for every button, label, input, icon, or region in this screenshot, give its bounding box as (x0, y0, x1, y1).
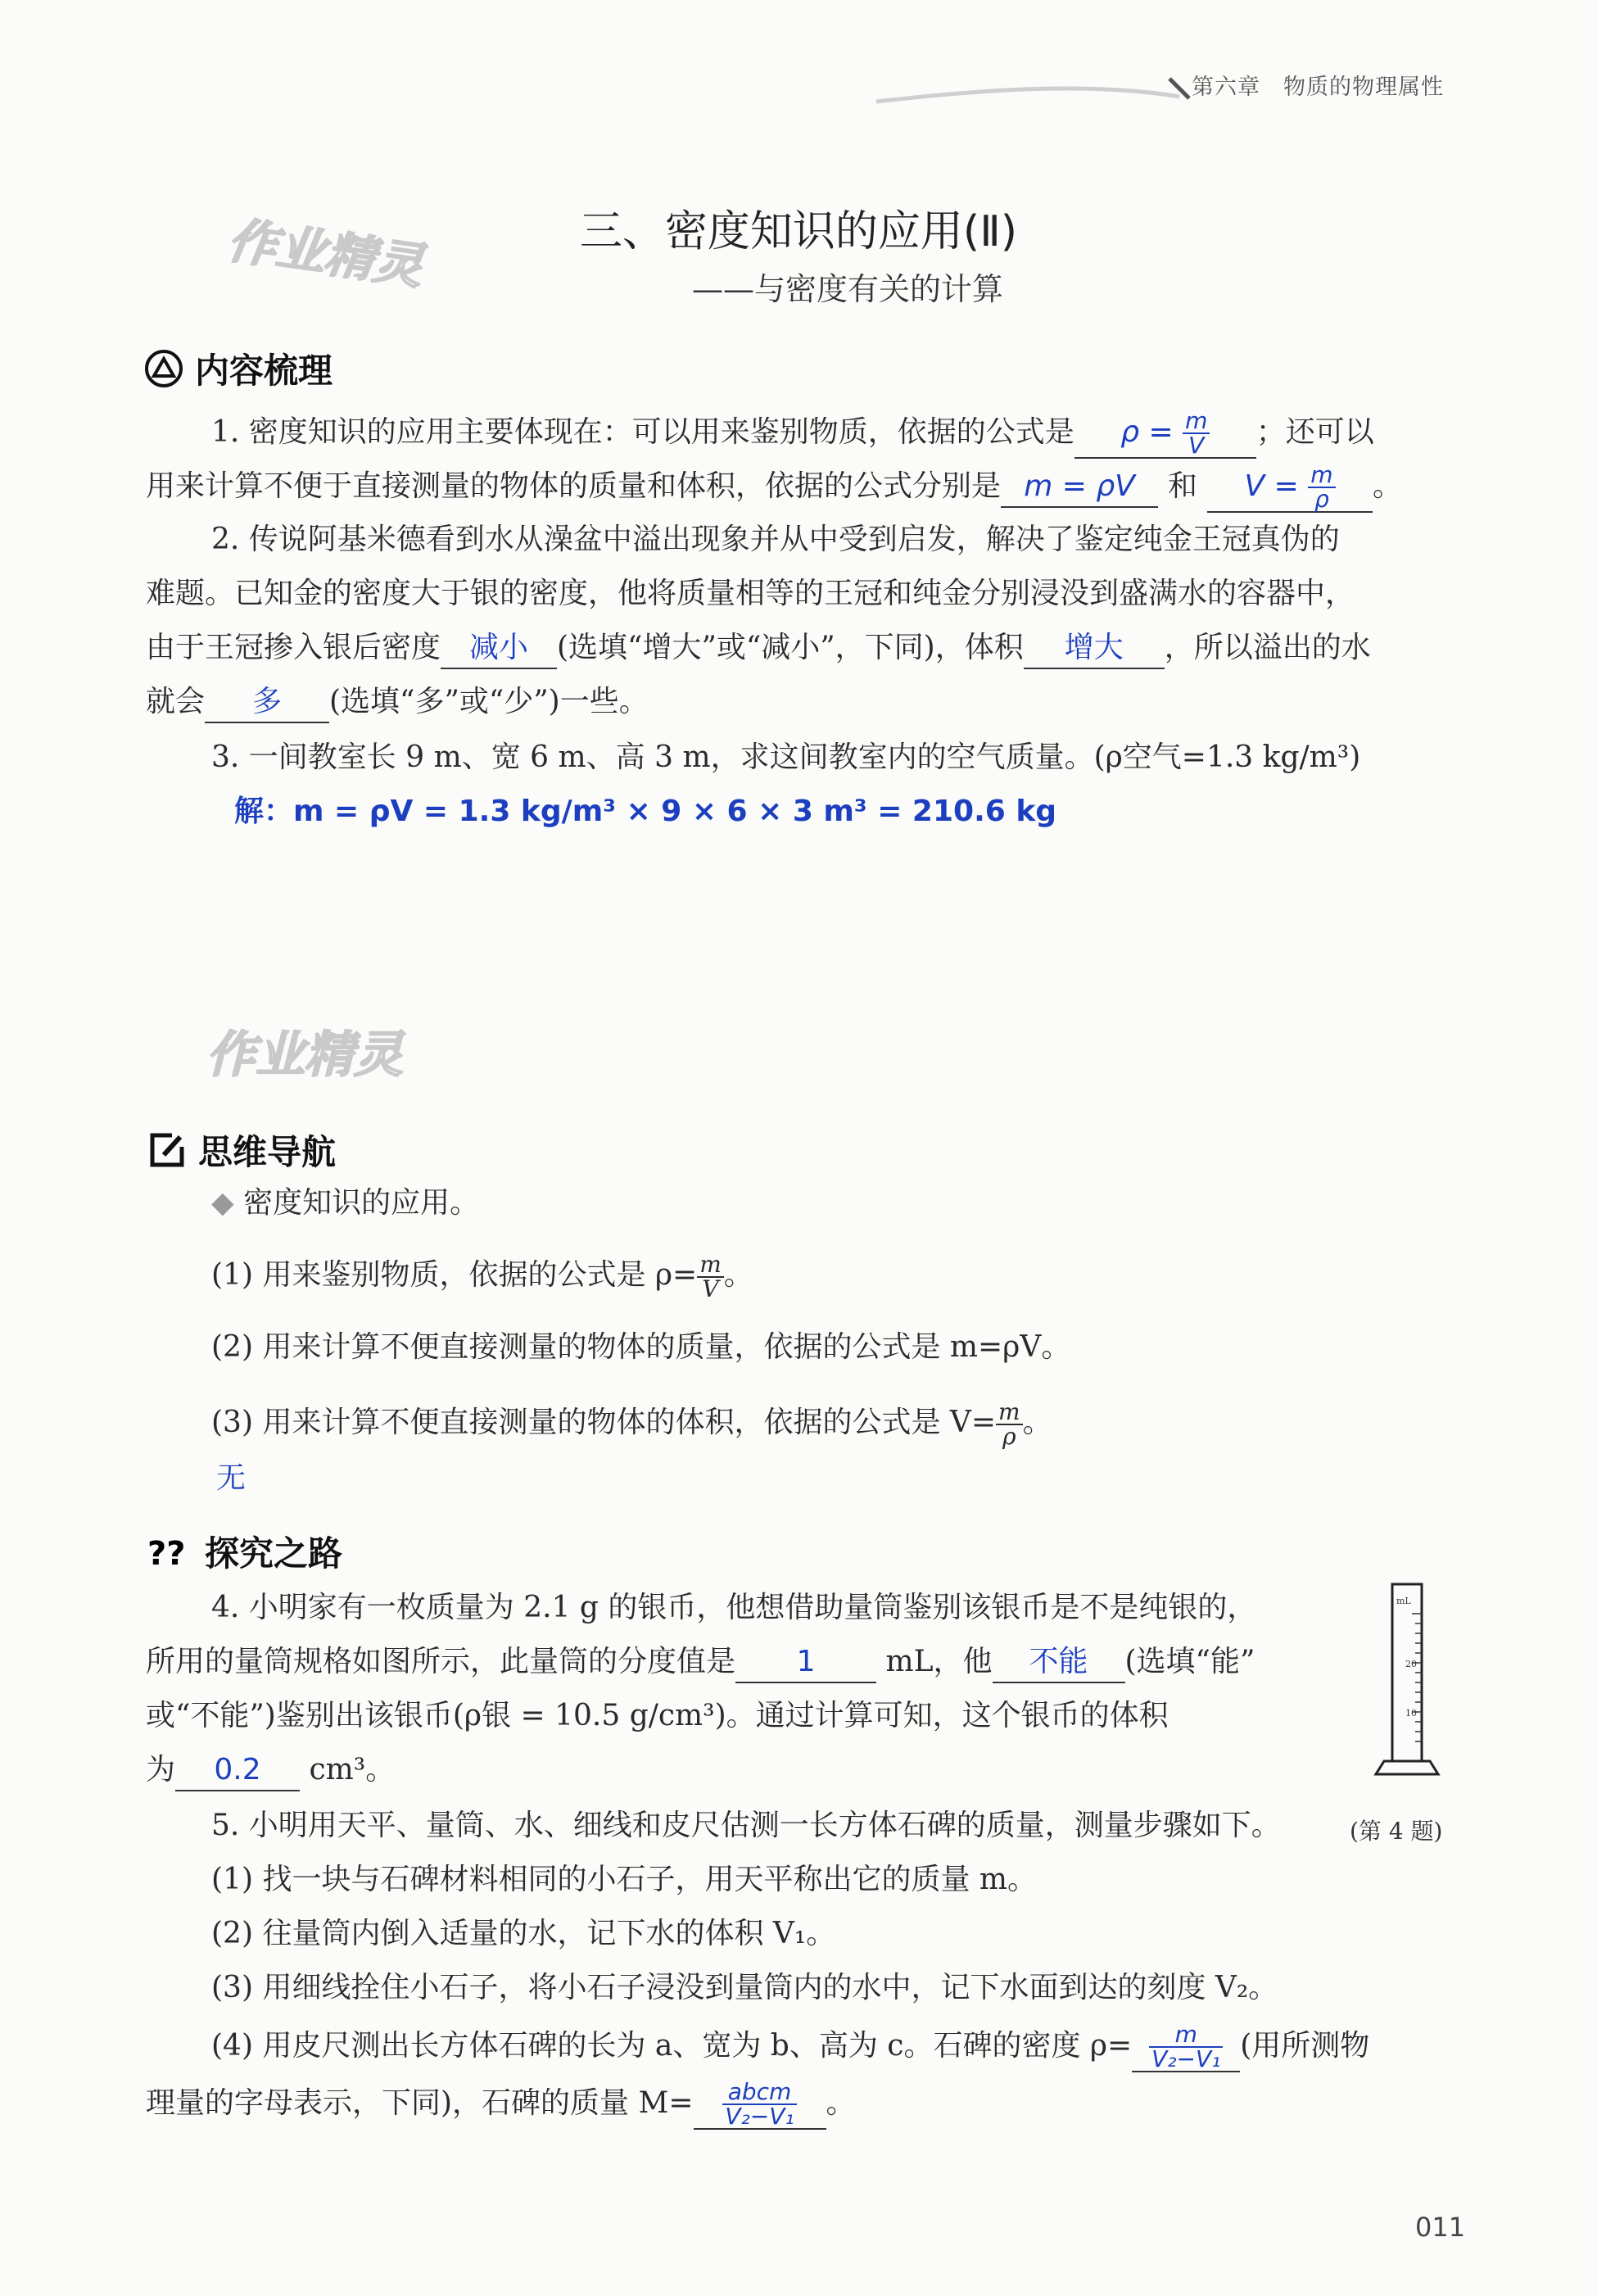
section-thinking (147, 1125, 336, 1175)
q1-line2: 用来计算不便于直接测量的物体的质量和体积，依据的公式分别是 m = ρV 和 V = $\frac{m}{\rho}$ 。 (146, 461, 1403, 513)
header-swoosh (868, 64, 1196, 113)
q5-line1: 5. 小明用天平、量筒、水、细线和皮尺估测一长方体石碑的质量，测量步骤如下。 (211, 1809, 1281, 1842)
question-marks-icon (147, 1532, 193, 1571)
thinking-item-1: (1) 用来鉴别物质，依据的公式是 ρ= $\frac{m}{V}$ 。 (211, 1251, 753, 1302)
q4-line2: 所用的量筒规格如图所示，此量筒的分度值是 1 mL，他 不能 (选填“能” (146, 1643, 1255, 1683)
q5-answer-1: $\frac{m}{\text{V₂−V₁}}$ (1132, 2023, 1240, 2072)
q3-answer: 解：m = ρV = 1.3 kg/m³ × 9 × 6 × 3 m³ = 210.6 kg (234, 795, 1057, 828)
cylinder-unit: mL (1396, 1596, 1411, 1606)
graduated-cylinder (1359, 1581, 1450, 1786)
q1-answer-2: m = ρV (1001, 468, 1158, 508)
q4-line4: 为 0.2 cm³。 (146, 1751, 395, 1791)
triangle-icon (144, 349, 183, 388)
q1-answer-1: ρ = $\frac{m}{V}$ (1074, 410, 1256, 459)
thinking-answer: 无 (216, 1461, 247, 1495)
section-explore (147, 1527, 342, 1576)
q2-answer-1: 减小 (441, 629, 557, 669)
q3-question: 3. 一间教室长 9 m、宽 6 m、高 3 m，求这间教室内的空气质量。(ρ空气=1.3 kg/m³) (211, 740, 1361, 774)
q5-answer-2: $\frac{\text{abcm}}{\text{V₂−V₁}}$ (694, 2081, 826, 2130)
section-explore-title: 探究之路 (205, 1533, 343, 1574)
q4-answer-1: 1 (735, 1643, 876, 1683)
watermark-2: 作业精灵 (206, 1026, 403, 1084)
q5-step-3: (3) 用细线拴住小石子，将小石子浸没到量筒内的水中，记下水面到达的刻度 V₂。 (211, 1971, 1278, 2004)
q1-line1: 1. 密度知识的应用主要体现在：可以用来鉴别物质，依据的公式是 ρ = $\frac{m}{V}$ ；还可以 (211, 407, 1374, 459)
thinking-item-2: (2) 用来计算不便直接测量的物体的质量，依据的公式是 m=ρV。 (211, 1330, 1071, 1364)
diamond-icon: ◆ (211, 1186, 234, 1220)
q5-step-1: (1) 找一块与石碑材料相同的小石子，用天平称出它的质量 m。 (211, 1863, 1038, 1896)
q5-step-2: (2) 往量筒内倒入适量的水，记下水的体积 V₁。 (211, 1917, 836, 1950)
page-number: 011 (1415, 2212, 1466, 2243)
q4-line3: 或“不能”)鉴别出该银币(ρ银 = 10.5 g/cm³)。通过计算可知，这个银币的体积 (146, 1699, 1169, 1732)
q2-line2: 难题。已知金的密度大于银的密度，他将质量相等的王冠和纯金分别浸没到盛满水的容器中， (146, 577, 1355, 610)
section-thinking-title: 思维导航 (198, 1132, 337, 1172)
page-title: 三、密度知识的应用(Ⅱ) (579, 207, 1018, 256)
q4-answer-3: 0.2 (175, 1751, 300, 1791)
q4-line1: 4. 小明家有一枚质量为 2.1 g 的银币，他想借助量筒鉴别该银币是不是纯银的， (211, 1591, 1257, 1624)
thinking-head: ◆ 密度知识的应用。 (211, 1186, 480, 1220)
watermark: 作业精灵 (224, 211, 428, 297)
q5-step-5: 理量的字母表示，下同)，石碑的质量 M= $\frac{\text{abcm}}{\text{V₂−V₁}}$ 。 (146, 2078, 856, 2130)
q4-answer-2: 不能 (993, 1643, 1125, 1683)
pen-square-icon (147, 1130, 187, 1170)
section-content-title: 内容梳理 (195, 351, 333, 391)
chapter-header: 第六章 物质的物理属性 (1192, 75, 1444, 100)
q2-answer-3: 多 (205, 683, 329, 723)
page-subtitle: ——与密度有关的计算 (691, 271, 1003, 307)
svg-text:??: ?? (147, 1535, 186, 1571)
cylinder-mark-20: 20 (1405, 1659, 1417, 1669)
q2-line1: 2. 传说阿基米德看到水从澡盆中溢出现象并从中受到启发，解决了鉴定纯金王冠真伪的 (211, 523, 1340, 556)
cylinder-mark-10: 10 (1405, 1708, 1417, 1719)
q5-step-4: (4) 用皮尺测出长方体石碑的长为 a、宽为 b、高为 c。石碑的密度 ρ= $\frac{m}{\text{V₂−V₁}}$ (用所测物 (211, 2021, 1370, 2072)
section-content (144, 344, 333, 393)
q2-line4: 就会 多 (选填“多”或“少”)一些。 (146, 683, 649, 723)
q2-answer-2: 增大 (1024, 629, 1165, 669)
q1-answer-3: V = $\frac{m}{\rho}$ (1207, 464, 1373, 513)
figure-label: (第 4 题) (1350, 1818, 1443, 1845)
q2-line3: 由于王冠掺入银后密度 减小 (选填“增大”或“减小”，下同)，体积 增大 ，所以溢出的水 (146, 629, 1371, 669)
thinking-item-3: (3) 用来计算不便直接测量的物体的体积，依据的公式是 V= $\frac{m}{\rho}$ 。 (211, 1398, 1052, 1450)
